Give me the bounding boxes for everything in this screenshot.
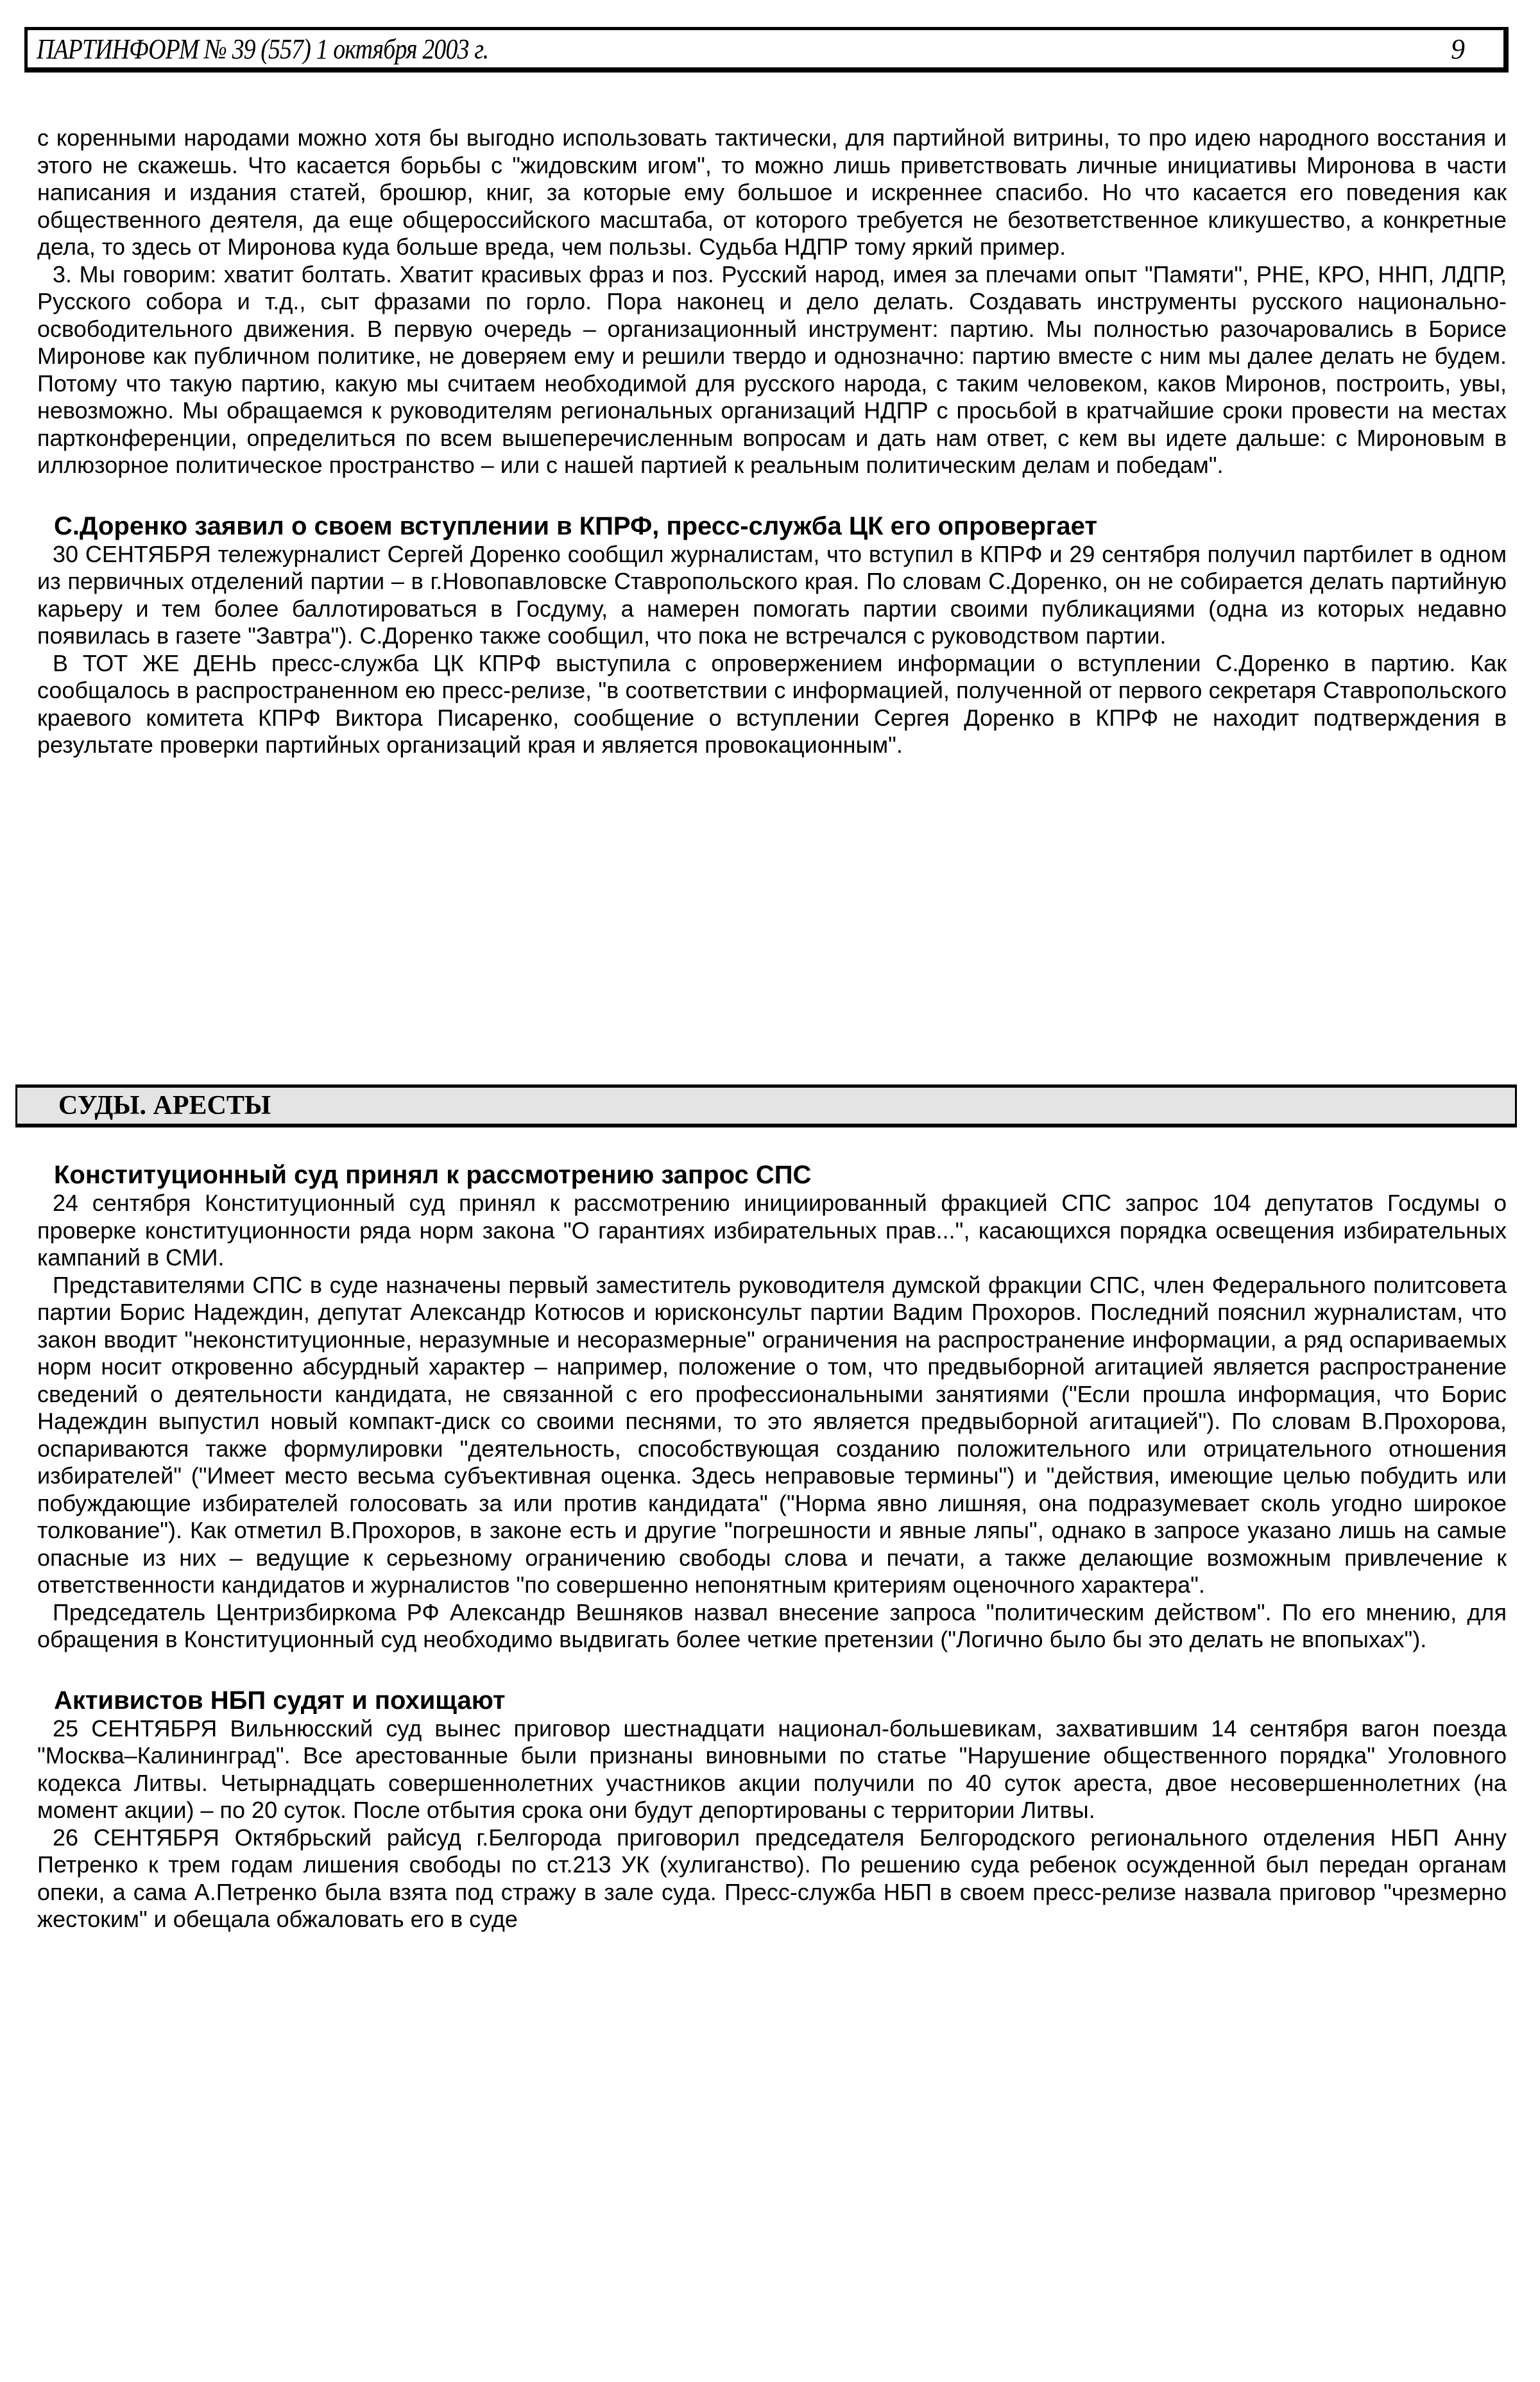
paragraph: 26 СЕНТЯБРЯ Октябрьский райсуд г.Белгорода приговорил председателя Белгородского регионального отделения НБП Анну Петренко к трем годам лишения свободы по ст.213 УК (хулиганство). По решению суда ребенок осужденной был передан органам опеки, а сама А.Петренко была взята под стражу в зале суда. Пресс-служба НБП в своем пресс-релизе назвала приговор "чрезмерно жестоким" и обещала обжаловать его в суде [37,1824,1507,1932]
paragraph: 3. Мы говорим: хватит болтать. Хватит красивых фраз и поз. Русский народ, имея за плечами опыт "Памяти", РНЕ, КРО, ННП, ЛДПР, Русского собора и т.д., сыт фразами по горло. Пора наконец и дело делать. Создавать инструменты русского национально-освободительного движения. В первую очередь – организационный инструмент: партию. Мы полностью разочаровались в Борисе Миронове как публичном политике, не доверяем ему и решили твердо и однозначно: партию вместе с ним мы далее делать не будем. Потому что такую партию, какую мы считаем необходимой для русского народа, с таким человеком, каков Миронов, построить, увы, невозможно. Мы обращаемся к руководителям региональных организаций НДПР с просьбой в кратчайшие сроки провести на местах партконференции, определиться по всем вышеперечисленным вопросам и дать нам ответ, с кем вы идете дальше: с Мироновым в иллюзорное политическое пространство – или с нашей партией к реальным политическим делам и победам". [37,261,1507,478]
paragraph: с коренными народами можно хотя бы выгодно использовать тактически, для партийной витрины, то про идею народного восстания и этого не скажешь. Что касается борьбы с "жидовским игом", то можно лишь приветствовать личные инициативы Миронова в части написания и издания статей, брошюр, книг, за которые ему большое и искреннее спасибо. Но что касается его поведения как общественного деятеля, да еще общероссийского масштаба, от которого требуется не безответственное кликушество, а конкретные дела, то здесь от Миронова куда больше вреда, чем пользы. Судьба НДПР тому яркий пример. [37,124,1507,260]
paragraph: Председатель Центризбиркома РФ Александр Вешняков назвал внесение запроса "политическим действом". По его мнению, для обращения в Конституционный суд необходимо выдвигать более четкие претензии ("Логично было бы это делать не впопыхах"). [37,1598,1507,1652]
article-body-courts [37,1160,1507,1933]
spacer [37,1654,1507,1686]
article-body-top [37,124,1507,759]
section-title: СУДЫ. АРЕСТЫ [58,1091,271,1120]
paragraph: 24 сентября Конституционный суд принял к рассмотрению инициированный фракцией СПС запрос 104 депутатов Госдумы о проверке конституционности ряда норм закона "О гарантиях избирательных прав...", касающихся порядка освещения избирательных кампаний в СМИ. [37,1190,1507,1271]
page-header [24,27,1509,73]
headline-nbp: Активистов НБП судят и похищают [54,1686,506,1715]
paragraph: В ТОТ ЖЕ ДЕНЬ пресс-служба ЦК КПРФ выступила с опровержением информации о вступлении С.Доренко в партию. Как сообщалось в распространенном ею пресс-релизе, "в соответствии с информацией, полученной от первого секретаря Ставропольского краевого комитета КПРФ Виктора Писаренко, сообщение о вступлении Сергея Доренко в КПРФ не находит подтверждения в результате проверки партийных организаций края и является провокационным". [37,649,1507,758]
headline-constitutional-court: Конституционный суд принял к рассмотрению запрос СПС [54,1161,812,1189]
page-number: 9 [1451,33,1465,65]
headline-dorenko: С.Доренко заявил о своем вступлении в КПРФ, пресс-служба ЦК его опровергает [54,511,1097,540]
paragraph: 30 СЕНТЯБРЯ тележурналист Сергей Доренко сообщил журналистам, что вступил в КПРФ и 29 сентября получил партбилет в одном из первичных отделений партии – в г.Новопавловске Ставропольского края. По словам С.Доренко, он не собирается делать партийную карьеру и тем более баллотироваться в Госдуму, а намерен помогать партии своими публикациями (одна из которых недавно появилась в газете "Завтра"). С.Доренко также сообщил, что пока не встречался с руководством партии. [37,540,1507,649]
publication-title: ПАРТИНФОРМ № 39 (557) 1 октября 2003 г. [37,33,489,65]
paragraph: 25 СЕНТЯБРЯ Вильнюсский суд вынес приговор шестнадцати национал-большевикам, захватившим 14 сентября вагон поезда "Москва–Калининград". Все арестованные были признаны виновными по статье "Нарушение общественного порядка" Уголовного кодекса Литвы. Четырнадцать совершеннолетних участников акции получили по 40 суток ареста, двое несовершеннолетних (на момент акции) – по 20 суток. После отбытия срока они будут депортированы с территории Литвы. [37,1715,1507,1823]
paragraph: Представителями СПС в суде назначены первый заместитель руководителя думской фракции СПС, член Федерального политсовета партии Борис Надеждин, депутат Александр Котюсов и юрисконсульт партии Вадим Прохоров. Последний пояснил журналистам, что закон вводит "неконституционные, неразумные и несоразмерные" ограничения на распространение информации, а ряд оспариваемых норм носит откровенно абсурдный характер – например, положение о том, что предвыборной агитацией является распространение сведений о деятельности кандидата, не связанной с его профессиональными занятиями ("Если прошла информация, что Борис Надеждин выпустил новый компакт-диск со своими песнями, то это является предвыборной агитацией"). По словам В.Прохорова, оспариваются также формулировки "деятельность, способствующая созданию положительного или отрицательного отношения избирателей" ("Имеет место весьма субъективная оценка. Здесь неправовые термины") и "действия, имеющие целью побудить или побуждающие избирателей голосовать за или против кандидата" ("Норма явно лишняя, она подразумевает сколь угодно широкое толкование"). Как отметил В.Прохоров, в законе есть и другие "погрешности и явные ляпы", однако в запросе указано лишь на самые опасные из них – ведущие к серьезному ограничению свободы слова и печати, а также делающие возможным привлечение к ответственности кандидатов и журналистов "по совершенно непонятным критериям оценочного характера". [37,1271,1507,1598]
section-header-bar [15,1084,1517,1127]
